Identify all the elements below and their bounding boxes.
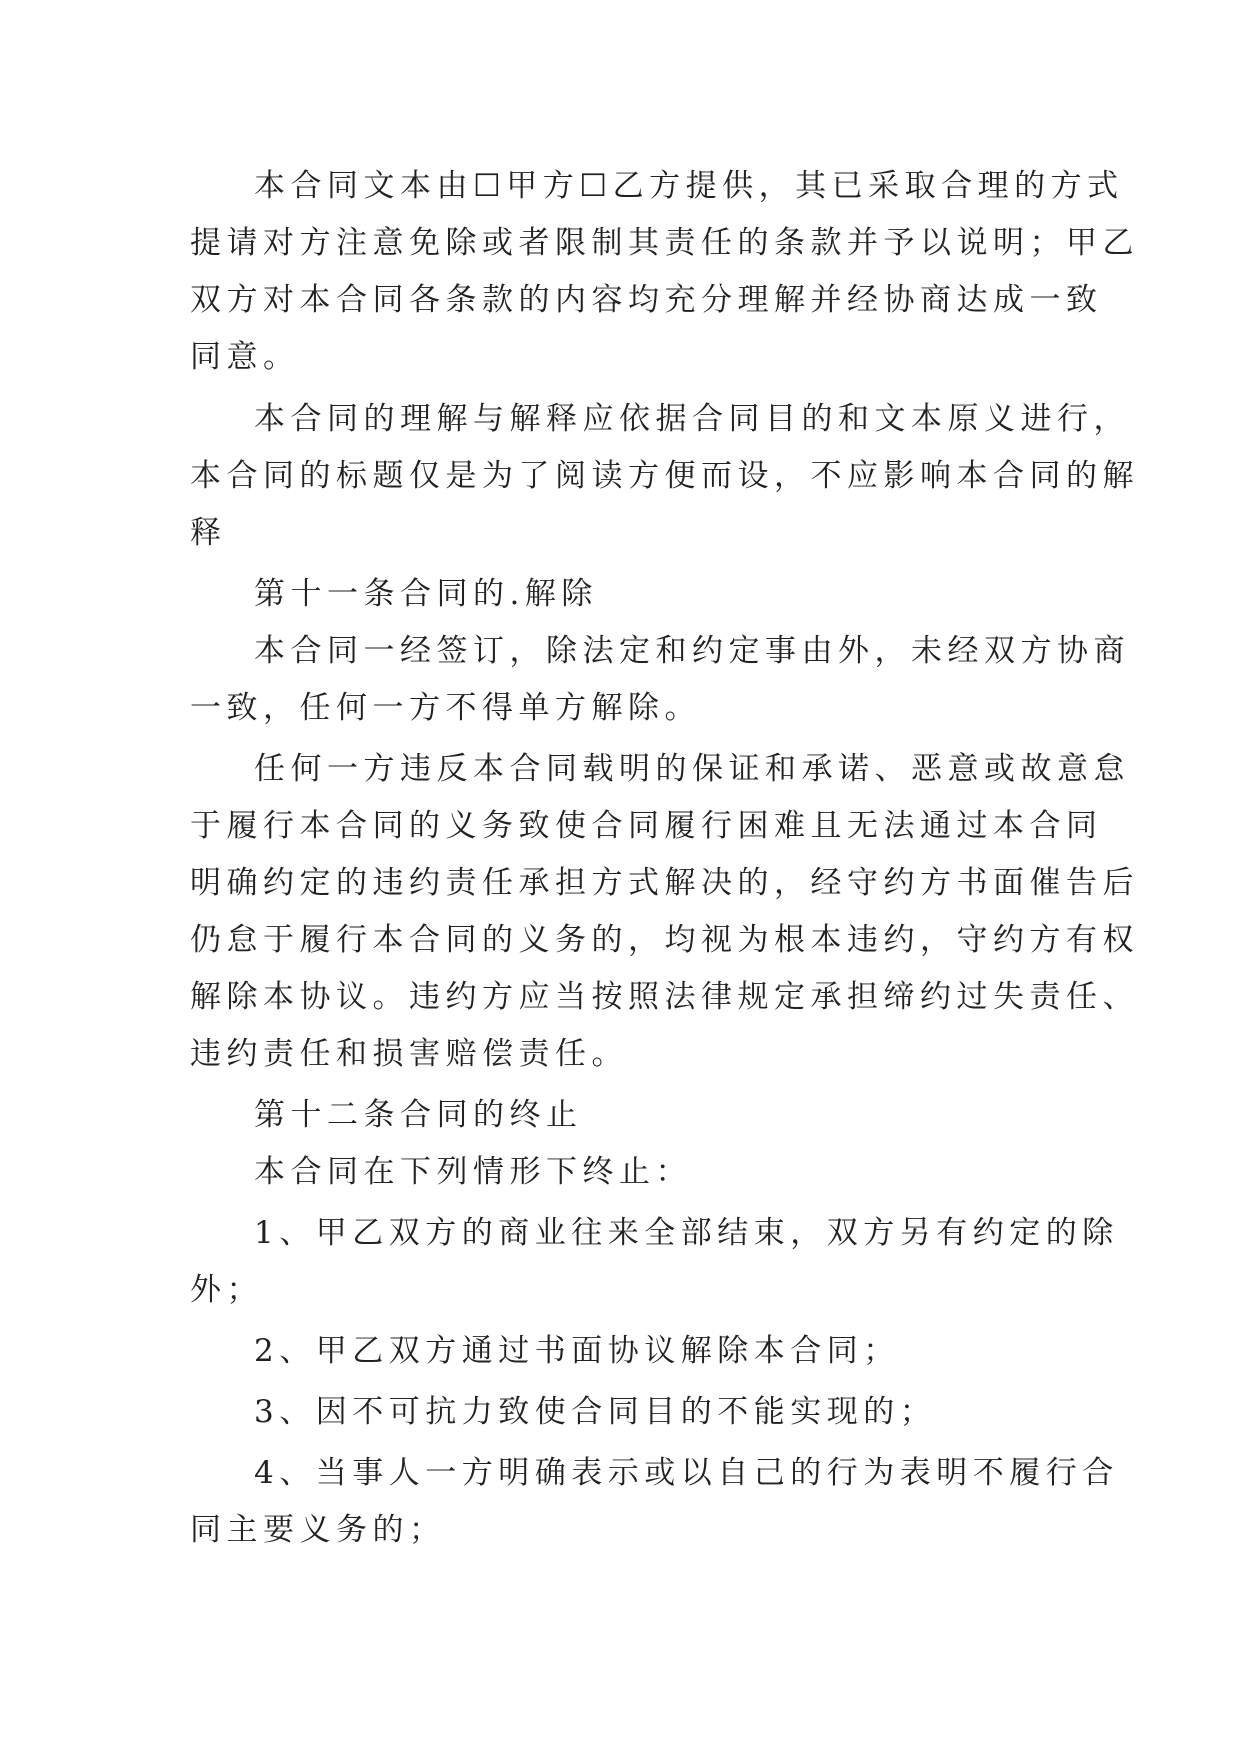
section-heading: 第十一条合同的.解除 bbox=[254, 576, 598, 612]
paragraph-line: 解除本协议。违约方应当按照法律规定承担缔约过失责任、 bbox=[190, 979, 1139, 1015]
paragraph-line: 任何一方违反本合同载明的保证和承诺、恶意或故意怠 bbox=[254, 751, 1130, 787]
paragraph-line: 明确约定的违约责任承担方式解决的，经守约方书面催告后 bbox=[190, 865, 1139, 901]
paragraph-line: 一致，任何一方不得单方解除。 bbox=[190, 690, 701, 726]
paragraph-line: 释 bbox=[190, 515, 227, 551]
paragraph-line: 违约责任和损害赔偿责任。 bbox=[190, 1036, 628, 1072]
paragraph-line: 本合同的理解与解释应依据合同目的和文本原义进行， bbox=[254, 401, 1130, 437]
paragraph-line: 本合同文本由☐甲方☐乙方提供，其已采取合理的方式 bbox=[254, 168, 1124, 204]
list-item-line: 外； bbox=[190, 1272, 263, 1308]
paragraph-line: 本合同的标题仅是为了阅读方便而设，不应影响本合同的解 bbox=[190, 458, 1139, 494]
list-item-line: 1、甲乙双方的商业往来全部结束，双方另有约定的除 bbox=[254, 1215, 1119, 1251]
paragraph-line: 同意。 bbox=[190, 339, 300, 375]
list-item-line: 4、当事人一方明确表示或以自己的行为表明不履行合 bbox=[254, 1455, 1119, 1491]
paragraph-line: 提请对方注意免除或者限制其责任的条款并予以说明；甲乙 bbox=[190, 225, 1139, 261]
paragraph-line: 双方对本合同各条款的内容均充分理解并经协商达成一致 bbox=[190, 282, 1103, 318]
section-heading: 第十二条合同的终止 bbox=[254, 1097, 583, 1133]
paragraph-line: 本合同在下列情形下终止： bbox=[254, 1154, 692, 1190]
list-item-line: 3、因不可抗力致使合同目的不能实现的； bbox=[254, 1394, 937, 1430]
paragraph-line: 本合同一经签订，除法定和约定事由外，未经双方协商 bbox=[254, 633, 1130, 669]
paragraph-line: 仍怠于履行本合同的义务的，均视为根本违约，守约方有权 bbox=[190, 922, 1139, 958]
list-item-line: 同主要义务的； bbox=[190, 1512, 446, 1548]
paragraph-line: 于履行本合同的义务致使合同履行困难且无法通过本合同 bbox=[190, 808, 1103, 844]
list-item-line: 2、甲乙双方通过书面协议解除本合同； bbox=[254, 1333, 900, 1369]
